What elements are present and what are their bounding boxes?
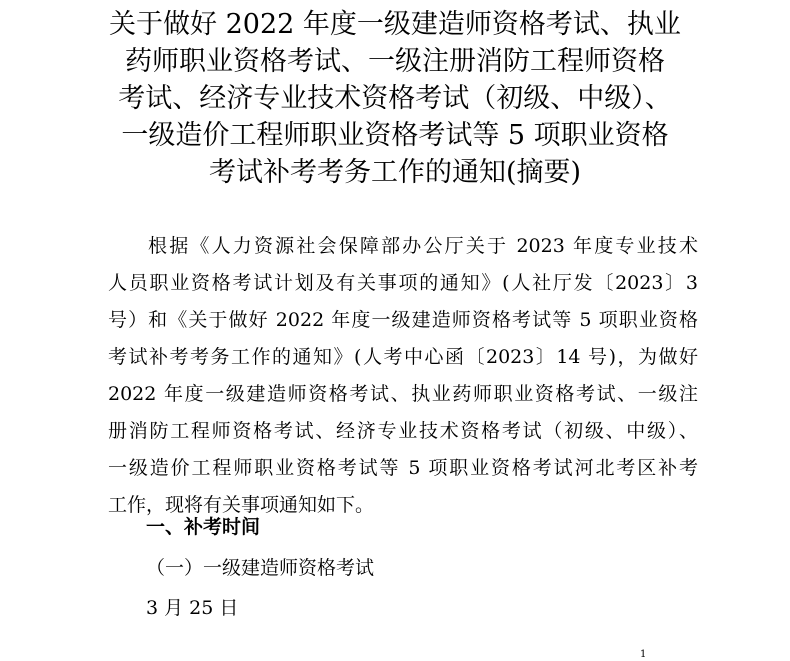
title-line: 一级造价工程师职业资格考试等 5 项职业资格 [121, 120, 669, 151]
paragraph-line: 一级造价工程师职业资格考试等 5 项职业资格考试河北考区补考 [108, 457, 698, 479]
paragraph-line: 人员职业资格考试计划及有关事项的通知》(人社厅发〔2023〕3 [108, 272, 698, 294]
exam-date: 3 月 25 日 [146, 597, 239, 619]
intro-paragraph [108, 228, 698, 524]
paragraph-line: 工作，现将有关事项通知如下。 [108, 494, 375, 516]
title-line: 关于做好 2022 年度一级建造师资格考试、执业 [109, 9, 681, 40]
page-number: 1 [640, 649, 647, 660]
paragraph-line: 2022 年度一级建造师资格考试、执业药师职业资格考试、一级注 [108, 383, 698, 405]
section-heading: 一、补考时间 [146, 516, 261, 538]
paragraph-line: 根据《人力资源社会保障部办公厅关于 2023 年度专业技术 [148, 235, 698, 257]
subsection-heading: （一）一级建造师资格考试 [146, 557, 375, 579]
paragraph-line: 考试补考考务工作的通知》(人考中心函〔2023〕14 号)，为做好 [108, 346, 698, 368]
document-title [95, 6, 695, 191]
title-line: 药师职业资格考试、一级注册消防工程师资格 [125, 46, 665, 77]
title-line: 考试补考考务工作的通知(摘要) [208, 157, 582, 188]
paragraph-line: 号）和《关于做好 2022 年度一级建造师资格考试等 5 项职业资格 [108, 309, 698, 331]
paragraph-line: 册消防工程师资格考试、经济专业技术资格考试（初级、中级）、 [108, 420, 698, 442]
title-line: 考试、经济专业技术资格考试（初级、中级）、 [118, 83, 672, 114]
